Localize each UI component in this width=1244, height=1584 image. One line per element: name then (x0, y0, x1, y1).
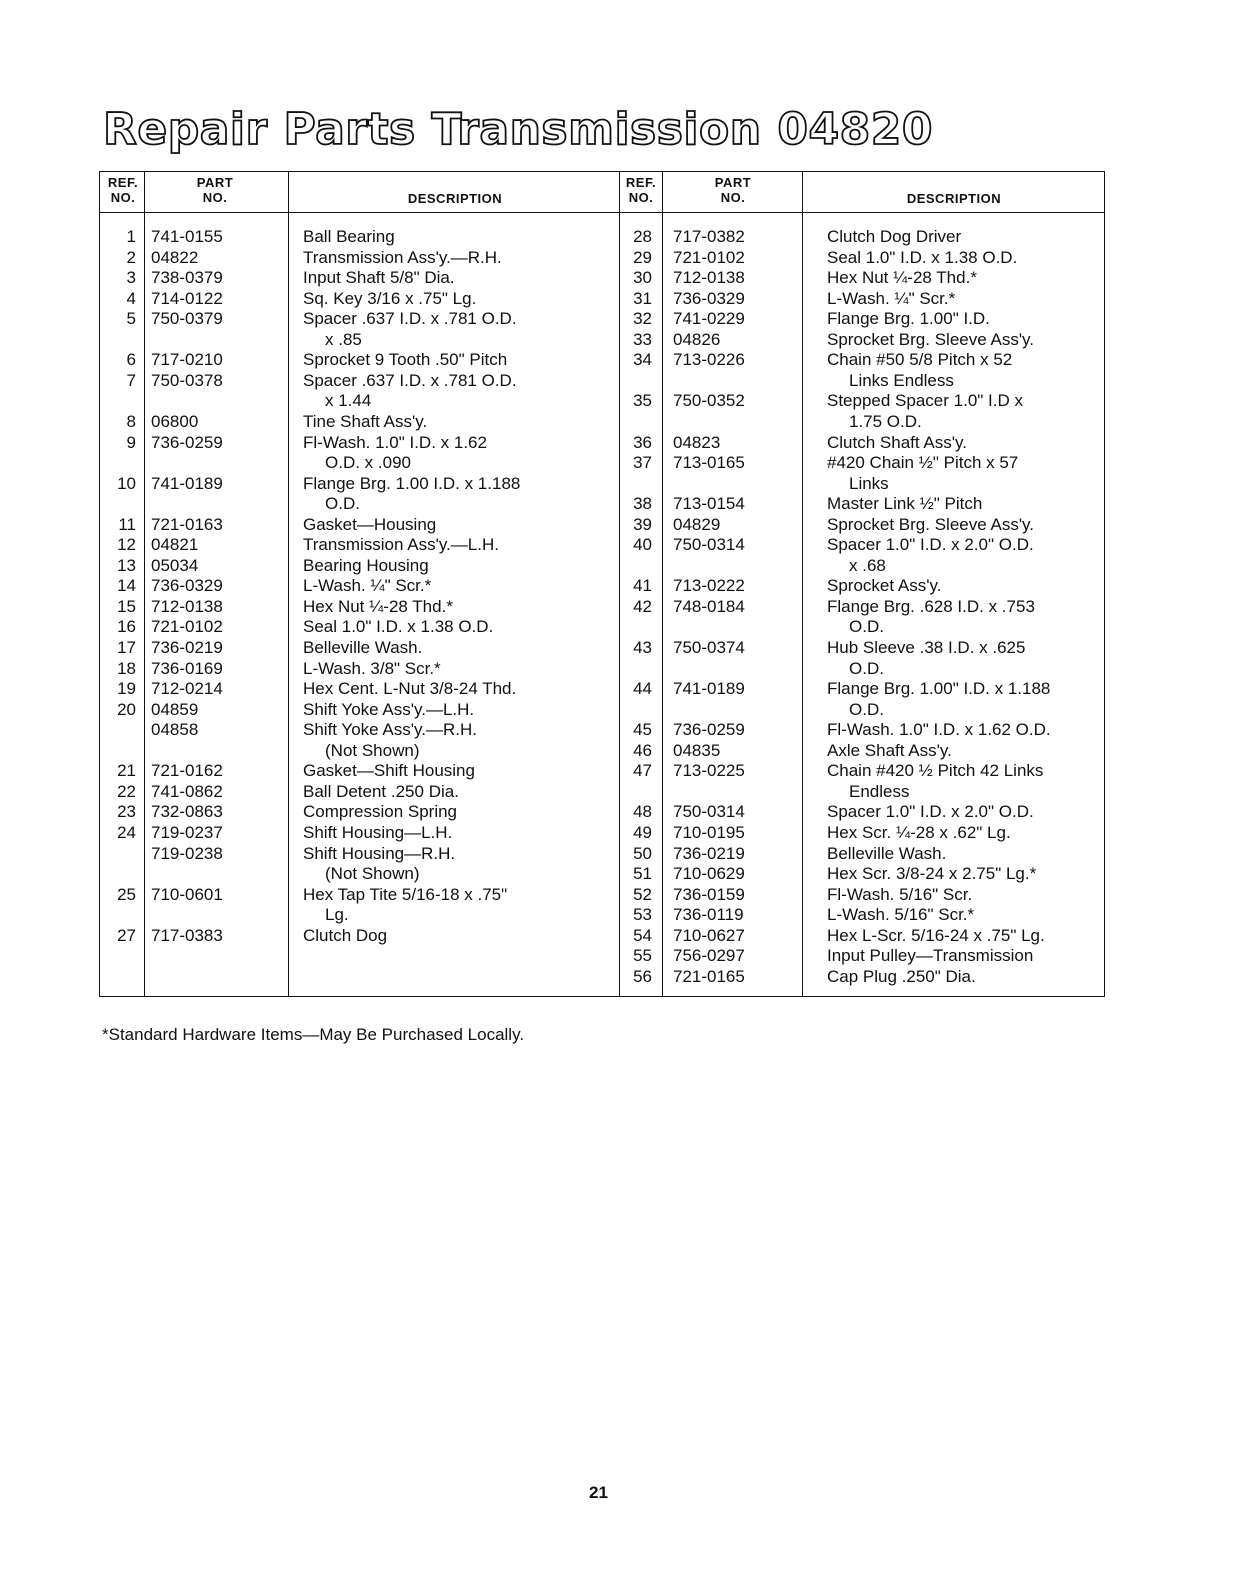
part-no: 750-0352 (673, 391, 745, 411)
table-row (620, 576, 1104, 597)
table-row (620, 433, 1104, 454)
part-description: Spacer .637 I.D. x .781 O.D. (303, 370, 517, 390)
part-description: O.D. (849, 658, 884, 678)
description-header: DESCRIPTION (906, 191, 1002, 206)
part-description: Clutch Dog (303, 925, 388, 945)
part-description: Hex L-Scr. 5/16-24 x .75" Lg. (827, 925, 1045, 945)
table-row (620, 638, 1104, 659)
part-no: 04835 (673, 740, 721, 760)
table-row (620, 474, 1104, 495)
table-row (620, 556, 1104, 577)
table-row (100, 679, 620, 700)
table-row (620, 248, 1104, 269)
part-no: 713-0154 (673, 494, 745, 514)
ref-no: 39 (633, 514, 652, 534)
part-description: x .85 (325, 329, 362, 349)
table-row (620, 371, 1104, 392)
table-row (100, 227, 620, 248)
table-row (100, 926, 620, 947)
ref-no: 34 (633, 350, 652, 370)
table-row (620, 597, 1104, 618)
part-description: Chain #50 5/8 Pitch x 52 (827, 350, 1013, 370)
part-no: 736-0169 (151, 658, 223, 678)
part-no: 04823 (673, 432, 721, 452)
part-no: 750-0314 (673, 802, 745, 822)
ref-no: 54 (633, 925, 652, 945)
part-no: 748-0184 (673, 596, 745, 616)
part-description: Input Pulley—Transmission (827, 946, 1034, 966)
part-no: 741-0229 (673, 309, 745, 329)
part-no: 736-0219 (151, 638, 223, 657)
part-no: 712-0214 (151, 679, 223, 699)
part-description: Seal 1.0" I.D. x 1.38 O.D. (303, 617, 494, 637)
part-description: Axle Shaft Ass'y. (827, 740, 952, 760)
part-description: Chain #420 ½ Pitch 42 Links (827, 761, 1044, 781)
ref-no: 36 (633, 432, 652, 452)
part-no: 736-0329 (151, 576, 223, 596)
part-description: Sprocket 9 Tooth .50" Pitch (303, 350, 508, 370)
table-row (100, 412, 620, 433)
part-description: Ball Bearing (303, 227, 395, 246)
table-row (100, 474, 620, 495)
ref-no: 13 (117, 555, 136, 575)
part-description: (Not Shown) (325, 740, 420, 760)
table-row (620, 412, 1104, 433)
table-row (100, 391, 620, 412)
ref-no: 53 (633, 905, 652, 925)
table-row (100, 268, 620, 289)
part-no: 710-0195 (673, 822, 745, 842)
table-row (100, 802, 620, 823)
ref-no: 55 (633, 946, 652, 966)
part-description: Clutch Shaft Ass'y. (827, 432, 967, 452)
part-description: Hex Nut ¼-28 Thd.* (827, 268, 977, 288)
part-no: 721-0162 (151, 761, 223, 781)
ref-no: 15 (117, 596, 136, 616)
table-row (100, 823, 620, 844)
part-no: 741-0862 (151, 781, 223, 801)
table-row (620, 720, 1104, 741)
part-description: Gasket—Housing (303, 514, 437, 534)
part-description: Shift Housing—L.H. (303, 822, 453, 842)
table-row (100, 761, 620, 782)
part-no: 750-0378 (151, 370, 223, 390)
part-description: Flange Brg. 1.00" I.D. x 1.188 (827, 679, 1051, 699)
part-no: 713-0225 (673, 761, 745, 781)
table-row (100, 844, 620, 865)
table-row (620, 802, 1104, 823)
part-no: 04829 (673, 514, 721, 534)
table-row (100, 576, 620, 597)
table-row (100, 782, 620, 803)
table-row (100, 350, 620, 371)
part-no: 736-0329 (673, 288, 745, 308)
ref-no: 52 (633, 884, 652, 904)
part-no: 713-0222 (673, 576, 745, 596)
ref-no: 51 (633, 864, 652, 884)
ref-no: 11 (118, 514, 136, 534)
table-row (100, 638, 620, 659)
part-no: 04821 (151, 535, 199, 555)
ref-no: 5 (126, 309, 136, 329)
part-description: Fl-Wash. 5/16" Scr. (827, 884, 973, 904)
parts-table (99, 171, 1105, 997)
table-row (100, 371, 620, 392)
part-description: Spacer 1.0" I.D. x 2.0" O.D. (827, 535, 1034, 555)
part-description: x 1.44 (325, 391, 372, 411)
part-no: 721-0102 (151, 617, 223, 637)
part-description: Shift Yoke Ass'y.—R.H. (303, 720, 477, 740)
table-row (620, 494, 1104, 515)
part-description: Transmission Ass'y.—R.H. (303, 247, 502, 267)
part-description: Tine Shaft Ass'y. (303, 411, 428, 431)
part-description: Hex Scr. ¼-28 x .62" Lg. (827, 822, 1011, 842)
part-description: #420 Chain ½" Pitch x 57 (827, 453, 1019, 473)
ref-no: 29 (633, 247, 652, 267)
part-no: 717-0383 (151, 925, 223, 945)
part-no: 710-0601 (151, 884, 223, 904)
part-description: Links Endless (849, 370, 954, 390)
part-description: (Not Shown) (325, 864, 420, 884)
ref-no: 50 (633, 843, 652, 863)
parts-table-right (620, 172, 1104, 996)
ref-no: 14 (117, 576, 136, 596)
part-description: Stepped Spacer 1.0" I.D x (827, 391, 1023, 411)
part-no: 736-0119 (673, 905, 744, 925)
ref-no: 48 (633, 802, 652, 822)
ref-no: 20 (117, 699, 136, 719)
ref-no: 1 (126, 227, 136, 246)
table-row (620, 679, 1104, 700)
ref-no: 56 (633, 966, 652, 986)
ref-no: 25 (117, 884, 136, 904)
table-row (620, 700, 1104, 721)
table-row (620, 844, 1104, 865)
part-description: Hex Tap Tite 5/16-18 x .75" (303, 884, 508, 904)
part-no: 710-0629 (673, 864, 745, 884)
ref-no: 40 (633, 535, 652, 555)
table-row (620, 330, 1104, 351)
part-description: Compression Spring (303, 802, 458, 822)
part-no: 04826 (673, 329, 721, 349)
ref-no: 18 (117, 658, 136, 678)
ref-no: 47 (633, 761, 652, 781)
page-number: 21 (589, 1483, 608, 1502)
ref-no: 17 (117, 638, 136, 657)
table-row (620, 946, 1104, 967)
ref-no: 8 (126, 411, 136, 431)
part-description: Hex Nut ¼-28 Thd.* (303, 596, 453, 616)
ref-no: 27 (117, 925, 136, 945)
part-description: Lg. (325, 905, 349, 925)
ref-no: 16 (117, 617, 136, 637)
ref-no: 24 (117, 822, 136, 842)
part-description: Hub Sleeve .38 I.D. x .625 (827, 638, 1026, 657)
table-row (100, 515, 620, 536)
table-row (100, 720, 620, 741)
part-no: 732-0863 (151, 802, 223, 822)
part-no: 04822 (151, 247, 199, 267)
part-no: 721-0102 (673, 247, 745, 267)
part-description: Shift Yoke Ass'y.—L.H. (303, 699, 475, 719)
ref-no: 33 (633, 329, 652, 349)
part-description: Sprocket Brg. Sleeve Ass'y. (827, 514, 1035, 534)
part-no: 741-0189 (673, 679, 745, 699)
ref-no: 4 (126, 288, 136, 308)
ref-no: 10 (117, 473, 136, 493)
part-no: 741-0189 (151, 473, 223, 493)
table-row (620, 289, 1104, 310)
ref-no-header: REF. NO. (625, 175, 657, 205)
part-description: Fl-Wash. 1.0" I.D. x 1.62 O.D. (827, 720, 1051, 740)
table-row (100, 330, 620, 351)
table-row (620, 885, 1104, 906)
table-row (100, 741, 620, 762)
part-no: 736-0259 (673, 720, 745, 740)
table-row (620, 391, 1104, 412)
ref-no: 31 (633, 288, 652, 308)
part-no-header: PART NO. (196, 175, 234, 205)
table-row (100, 535, 620, 556)
part-description: Sprocket Brg. Sleeve Ass'y. (827, 329, 1035, 349)
table-row (100, 556, 620, 577)
ref-no: 23 (117, 802, 136, 822)
table-row (620, 268, 1104, 289)
part-description: Bearing Housing (303, 555, 429, 575)
header-divider (620, 212, 1104, 213)
part-description: O.D. (849, 699, 884, 719)
part-no: 04858 (151, 720, 199, 740)
part-description: O.D. (325, 494, 360, 514)
ref-no: 44 (633, 679, 652, 699)
table-row (100, 617, 620, 638)
ref-no: 28 (633, 227, 652, 246)
part-description: Hex Scr. 3/8-24 x 2.75" Lg.* (827, 864, 1037, 884)
table-row (620, 864, 1104, 885)
part-no: 06800 (151, 411, 199, 431)
part-description: Spacer .637 I.D. x .781 O.D. (303, 309, 517, 329)
part-description: Shift Housing—R.H. (303, 843, 456, 863)
table-row (100, 248, 620, 269)
part-description: Spacer 1.0" I.D. x 2.0" O.D. (827, 802, 1034, 822)
table-row (620, 617, 1104, 638)
table-row (100, 659, 620, 680)
part-no: 721-0165 (673, 966, 745, 986)
table-row (100, 309, 620, 330)
table-row (620, 453, 1104, 474)
table-row (620, 782, 1104, 803)
table-row (620, 515, 1104, 536)
table-row (620, 659, 1104, 680)
table-row (620, 905, 1104, 926)
part-no: 736-0259 (151, 432, 223, 452)
part-no: 719-0237 (151, 822, 223, 842)
ref-no: 42 (633, 596, 652, 616)
part-description: L-Wash. 3/8" Scr.* (303, 658, 441, 678)
table-row (620, 227, 1104, 248)
ref-no: 21 (117, 761, 136, 781)
description-header: DESCRIPTION (407, 191, 503, 206)
part-description: x .68 (849, 555, 886, 575)
part-description: Belleville Wash. (303, 638, 423, 657)
part-description: Belleville Wash. (827, 843, 947, 863)
ref-no: 30 (633, 268, 652, 288)
ref-no: 49 (633, 822, 652, 842)
part-description: Links (849, 473, 889, 493)
table-row (100, 494, 620, 515)
ref-no: 41 (633, 576, 652, 596)
part-description: L-Wash. ¼" Scr.* (827, 288, 956, 308)
part-no: 05034 (151, 555, 199, 575)
table-row (100, 597, 620, 618)
table-row (620, 967, 1104, 988)
header-divider (100, 212, 620, 213)
part-no: 713-0165 (673, 453, 745, 473)
part-description: O.D. (849, 617, 884, 637)
ref-no: 38 (633, 494, 652, 514)
page-title: Repair Parts Transmission 04820 (103, 104, 933, 155)
part-description: Sprocket Ass'y. (827, 576, 942, 596)
part-description: Flange Brg. 1.00" I.D. (827, 309, 990, 329)
part-no: 714-0122 (151, 288, 223, 308)
table-row (100, 700, 620, 721)
table-row (100, 453, 620, 474)
parts-table-left (100, 172, 620, 996)
table-row (620, 741, 1104, 762)
ref-no: 32 (633, 309, 652, 329)
ref-no: 3 (126, 268, 136, 288)
part-description: Master Link ½" Pitch (827, 494, 983, 514)
part-no: 717-0382 (673, 227, 745, 246)
part-no: 721-0163 (151, 514, 223, 534)
table-row (100, 905, 620, 926)
part-no: 741-0155 (151, 227, 223, 246)
part-description: Flange Brg. 1.00 I.D. x 1.188 (303, 473, 521, 493)
ref-no: 35 (633, 391, 652, 411)
ref-no: 6 (126, 350, 136, 370)
part-no: 712-0138 (151, 596, 223, 616)
part-description: Fl-Wash. 1.0" I.D. x 1.62 (303, 432, 487, 452)
part-no: 750-0379 (151, 309, 223, 329)
part-no: 736-0219 (673, 843, 745, 863)
ref-no: 19 (117, 679, 136, 699)
part-no: 738-0379 (151, 268, 223, 288)
part-description: 1.75 O.D. (849, 411, 922, 431)
table-row (620, 535, 1104, 556)
part-description: Sq. Key 3/16 x .75" Lg. (303, 288, 477, 308)
part-description: Gasket—Shift Housing (303, 761, 475, 781)
part-description: Hex Cent. L-Nut 3/8-24 Thd. (303, 679, 517, 699)
table-row (620, 309, 1104, 330)
part-no: 04859 (151, 699, 199, 719)
part-description: Transmission Ass'y.—L.H. (303, 535, 499, 555)
part-no: 712-0138 (673, 268, 745, 288)
part-description: Flange Brg. .628 I.D. x .753 (827, 596, 1035, 616)
part-description: Ball Detent .250 Dia. (303, 781, 459, 801)
part-no: 750-0374 (673, 638, 745, 657)
part-no: 736-0159 (673, 884, 745, 904)
table-row (620, 926, 1104, 947)
part-no: 710-0627 (673, 925, 745, 945)
footnote: *Standard Hardware Items—May Be Purchased Locally. (102, 1025, 525, 1044)
ref-no: 45 (633, 720, 652, 740)
part-no: 750-0314 (673, 535, 745, 555)
ref-no: 7 (126, 370, 136, 390)
table-row (620, 350, 1104, 371)
table-row (100, 433, 620, 454)
ref-no: 46 (633, 740, 652, 760)
part-description: Input Shaft 5/8" Dia. (303, 268, 455, 288)
part-description: L-Wash. 5/16" Scr.* (827, 905, 975, 925)
table-row (100, 864, 620, 885)
ref-no: 12 (117, 535, 136, 555)
part-description: Cap Plug .250" Dia. (827, 966, 976, 986)
part-no: 713-0226 (673, 350, 745, 370)
ref-no: 22 (117, 781, 136, 801)
table-row (620, 823, 1104, 844)
part-description: L-Wash. ¼" Scr.* (303, 576, 432, 596)
ref-no: 2 (126, 247, 136, 267)
part-no-header: PART NO. (714, 175, 752, 205)
part-no: 719-0238 (151, 843, 223, 863)
part-no: 717-0210 (151, 350, 223, 370)
table-row (100, 885, 620, 906)
table-row (620, 761, 1104, 782)
part-description: Seal 1.0" I.D. x 1.38 O.D. (827, 247, 1018, 267)
ref-no: 37 (633, 453, 652, 473)
part-description: Clutch Dog Driver (827, 227, 962, 246)
table-row (100, 289, 620, 310)
ref-no: 43 (633, 638, 652, 657)
ref-no-header: REF. NO. (107, 175, 139, 205)
part-no: 756-0297 (673, 946, 745, 966)
part-description: Endless (849, 781, 910, 801)
part-description: O.D. x .090 (325, 453, 411, 473)
ref-no: 9 (126, 432, 136, 452)
